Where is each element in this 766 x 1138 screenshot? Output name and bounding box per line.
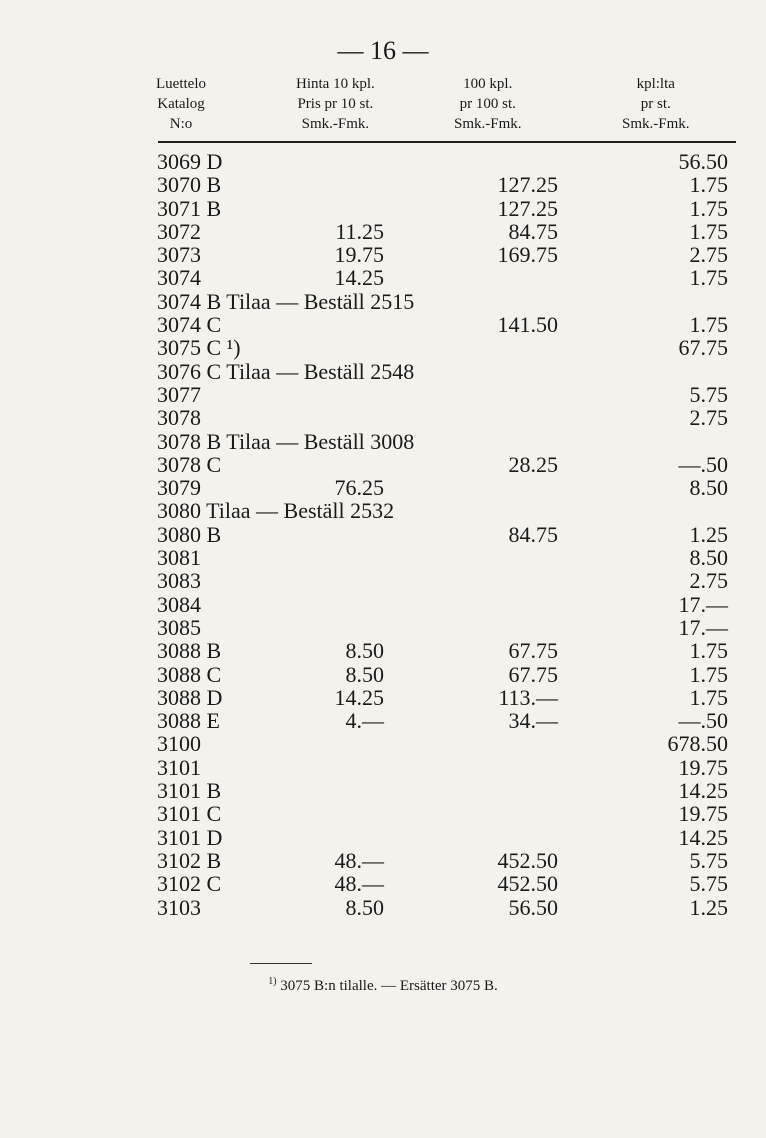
catalog-number: 3076 C Tilaa — Beställ 2548 [157, 358, 415, 384]
price-10: 14.25 [334, 684, 384, 710]
catalog-number: 3103 [157, 894, 201, 920]
price-10: 4.— [345, 708, 384, 734]
price-each: 1.75 [689, 661, 728, 687]
price-10: 48.— [334, 847, 384, 873]
price-each: 1.75 [689, 218, 728, 244]
price-each: 14.25 [678, 824, 728, 850]
table-row [0, 826, 766, 849]
price-100: 452.50 [497, 847, 558, 873]
catalog-number: 3078 B Tilaa — Beställ 3008 [157, 428, 415, 454]
price-each: —.50 [678, 451, 728, 477]
price-each: 1.75 [689, 638, 728, 664]
catalog-number: 3069 D [157, 149, 223, 174]
table-row [0, 732, 766, 755]
footnote-marker: 1) [268, 976, 277, 987]
table-row [0, 266, 766, 289]
header-price-100-line: 100 kpl. [463, 76, 513, 92]
price-100: 67.75 [508, 638, 558, 664]
price-each: 67.75 [678, 335, 728, 361]
table-row [0, 639, 766, 662]
price-each: 5.75 [689, 847, 728, 873]
table-row [0, 709, 766, 732]
table-row [0, 523, 766, 546]
price-each: 1.25 [689, 894, 728, 920]
price-each: 17.— [678, 614, 728, 640]
price-each: 17.— [678, 591, 728, 617]
catalog-number: 3077 [157, 381, 201, 407]
price-100: 452.50 [497, 871, 558, 897]
header-catalog [156, 74, 206, 134]
table-row [0, 616, 766, 639]
price-each: 5.75 [689, 871, 728, 897]
price-100: 141.50 [497, 312, 558, 338]
table-header [150, 74, 740, 134]
header-price-100 [454, 74, 522, 134]
table-row [0, 336, 766, 359]
price-each: 1.75 [689, 265, 728, 291]
table-row [0, 360, 766, 383]
price-each: 1.75 [689, 195, 728, 221]
table-row [0, 383, 766, 406]
catalog-number: 3088 C [157, 661, 222, 687]
catalog-number: 3078 C [157, 451, 222, 477]
price-10: 14.25 [334, 265, 384, 291]
catalog-number: 3078 [157, 405, 201, 431]
price-each: 2.75 [689, 405, 728, 431]
price-10: 19.75 [334, 242, 384, 268]
table-row [0, 756, 766, 779]
table-row [0, 453, 766, 476]
price-10: 8.50 [345, 638, 384, 664]
price-each: 19.75 [678, 801, 728, 827]
catalog-number: 3088 B [157, 638, 222, 664]
header-price-100-line: Smk.-Fmk. [454, 116, 522, 132]
table-row [0, 150, 766, 173]
price-each: 1.75 [689, 684, 728, 710]
catalog-number: 3079 [157, 475, 201, 501]
price-each: 1.75 [689, 312, 728, 338]
catalog-number: 3088 E [157, 708, 220, 734]
table-row [0, 896, 766, 919]
price-10: 76.25 [334, 475, 384, 501]
table-row [0, 802, 766, 825]
catalog-number: 3101 [157, 754, 201, 780]
header-catalog-line: N:o [169, 116, 193, 132]
header-price-each-line: pr st. [640, 96, 671, 112]
table-row [0, 686, 766, 709]
header-price-each [622, 74, 690, 134]
catalog-number: 3080 B [157, 521, 222, 547]
catalog-number: 3072 [157, 218, 201, 244]
catalog-number: 3083 [157, 568, 201, 594]
table-row [0, 173, 766, 196]
table-row [0, 849, 766, 872]
price-each: 2.75 [689, 242, 728, 268]
header-catalog-line: Katalog [157, 96, 205, 112]
header-rule [158, 141, 736, 143]
catalog-number: 3074 B Tilaa — Beställ 2515 [157, 288, 415, 314]
price-each: 678.50 [667, 731, 728, 757]
catalog-number: 3075 C ¹) [157, 335, 241, 361]
table-row [0, 243, 766, 266]
catalog-number: 3074 [157, 265, 201, 291]
catalog-number: 3101 C [157, 801, 222, 827]
header-catalog-line: Luettelo [156, 76, 206, 92]
price-each: 8.50 [689, 545, 728, 571]
price-each: 1.75 [689, 172, 728, 198]
catalog-number: 3074 C [157, 312, 222, 338]
table-row [0, 430, 766, 453]
footnote-rule [250, 963, 312, 964]
price-10: 11.25 [335, 218, 384, 244]
catalog-number: 3102 C [157, 871, 222, 897]
price-table [0, 150, 766, 919]
price-each: 14.25 [678, 778, 728, 804]
price-100: 84.75 [508, 521, 558, 547]
table-row [0, 313, 766, 336]
table-row [0, 779, 766, 802]
table-row [0, 290, 766, 313]
table-row [0, 499, 766, 522]
price-100: 28.25 [508, 451, 558, 477]
price-each: 1.25 [689, 521, 728, 547]
catalog-number: 3073 [157, 242, 201, 268]
header-price-10-line: Smk.-Fmk. [301, 116, 370, 132]
table-row [0, 569, 766, 592]
header-price-100-line: pr 100 st. [459, 96, 516, 112]
catalog-number: 3101 D [157, 824, 223, 850]
price-100: 67.75 [508, 661, 558, 687]
table-row [0, 406, 766, 429]
price-each: 19.75 [678, 754, 728, 780]
header-price-each-line: Smk.-Fmk. [622, 116, 690, 132]
table-row [0, 546, 766, 569]
table-row [0, 663, 766, 686]
footnote-text: 3075 B:n tilalle. — Ersätter 3075 B. [280, 978, 498, 994]
header-price-10-line: Hinta 10 kpl. [296, 76, 375, 92]
catalog-number: 3081 [157, 545, 201, 571]
catalog-number: 3102 B [157, 847, 222, 873]
page-number: — 16 — [337, 36, 429, 65]
catalog-number: 3088 D [157, 684, 223, 710]
price-each: 8.50 [689, 475, 728, 501]
table-row [0, 872, 766, 895]
catalog-number: 3100 [157, 731, 201, 757]
price-each: —.50 [678, 708, 728, 734]
price-each: 56.50 [678, 149, 728, 174]
header-price-10 [296, 74, 375, 134]
header-price-each-line: kpl:lta [636, 76, 675, 92]
price-100: 56.50 [508, 894, 558, 920]
price-100: 127.25 [497, 172, 558, 198]
header-price-10-line: Pris pr 10 st. [297, 96, 374, 112]
price-100: 113.— [498, 684, 558, 710]
catalog-number: 3085 [157, 614, 201, 640]
price-100: 169.75 [497, 242, 558, 268]
price-100: 34.— [508, 708, 558, 734]
price-100: 127.25 [497, 195, 558, 221]
price-each: 2.75 [689, 568, 728, 594]
price-10: 48.— [334, 871, 384, 897]
table-row [0, 593, 766, 616]
table-row [0, 197, 766, 220]
table-row [0, 476, 766, 499]
table-row [0, 220, 766, 243]
catalog-number: 3070 B [157, 172, 222, 198]
catalog-number: 3071 B [157, 195, 222, 221]
price-10: 8.50 [345, 894, 384, 920]
catalog-number: 3080 Tilaa — Beställ 2532 [157, 498, 395, 524]
price-10: 8.50 [345, 661, 384, 687]
price-each: 5.75 [689, 381, 728, 407]
price-100: 84.75 [508, 218, 558, 244]
footnote [0, 976, 766, 995]
catalog-number: 3084 [157, 591, 201, 617]
catalog-number: 3101 B [157, 778, 222, 804]
